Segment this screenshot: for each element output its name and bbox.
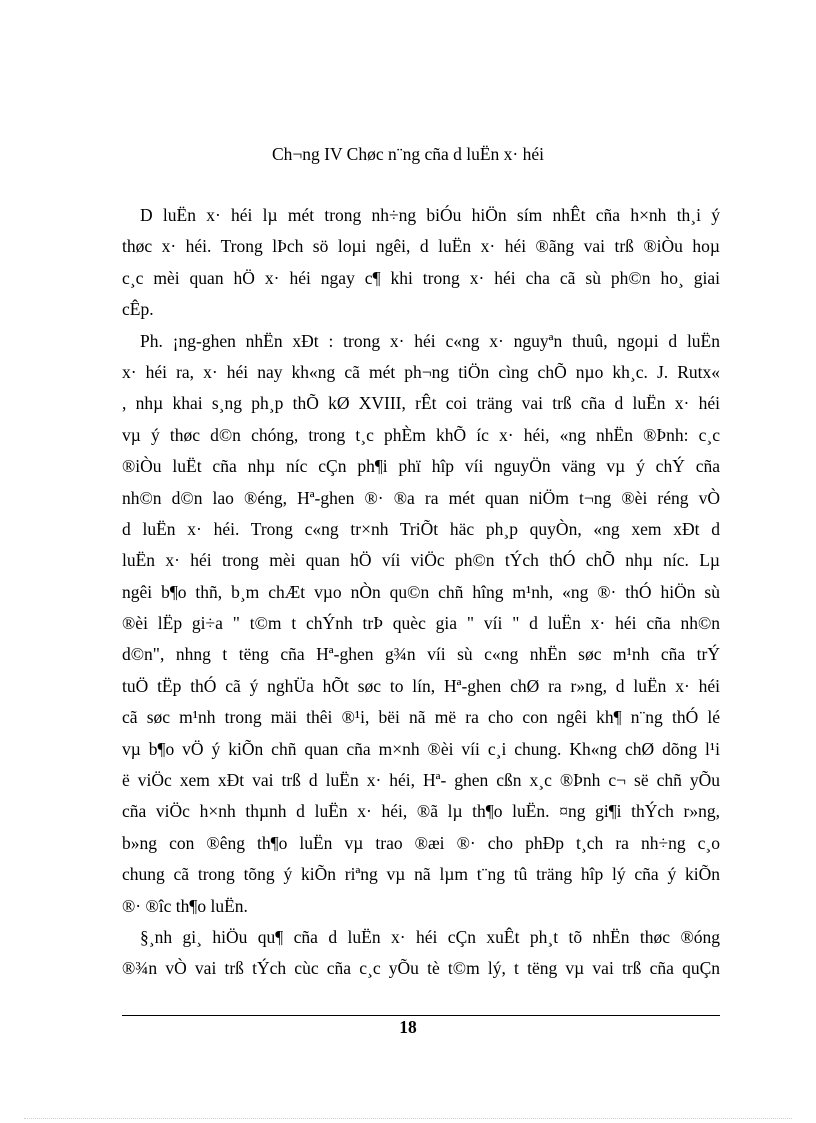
paragraph-line: ®¾n vÒ vai trß tÝch cùc cña c¸c yÕu tè t©m lý, t tëng vµ vai trß cña quÇn <box>122 958 720 979</box>
paragraph-line: ë viÖc xem xÐt vai trß d luËn x· héi, Hª- ghen cßn x¸c ®Þnh c¬ së chñ yÕu <box>122 770 720 791</box>
paragraph-line: tuÖ tËp thÓ cã ý nghÜa hÕt søc to lín, Hª-ghen chØ ra r»ng, d luËn x· héi <box>122 675 720 696</box>
paragraph-line: d©n", nhng t tëng cña Hª-ghen g¾n víi sù c«ng nhËn søc m¹nh cña trÝ <box>122 644 720 665</box>
paragraph-line: cÊp. <box>122 299 154 320</box>
paragraph-line: vµ ý thøc d©n chóng, trong t¸c phÈm khÕ íc x· héi, «ng nhËn ®Þnh: c¸c <box>122 424 720 445</box>
page-number: 18 <box>399 1017 417 1037</box>
paragraph-line: Ph. ¡ng-ghen nhËn xÐt : trong x· héi c«ng x· nguyªn thuû, ngoµi d luËn <box>140 330 720 351</box>
paragraph-line: ®èi lËp gi÷a " t©m t chÝnh trÞ quèc gia " víi " d luËn x· héi cña nh©n <box>122 613 720 634</box>
page-edge-divider <box>24 1118 792 1119</box>
paragraph-line: , nhµ khai s¸ng ph¸p thÕ kØ XVIII, rÊt coi träng vai trß cña d luËn x· héi <box>122 393 720 414</box>
paragraph-line: c¸c mèi quan hÖ x· héi ngay c¶ khi trong x· héi cha cã sù ph©n ho¸ giai <box>122 267 720 288</box>
paragraph-line: ®iÒu luËt cña nhµ níc cÇn ph¶i phï hîp víi nguyÖn väng vµ ý chÝ cña <box>122 456 720 477</box>
paragraph-line: vµ b¶o vÖ ý kiÕn chñ quan cña m×nh ®èi víi c¸i chung. Kh«ng chØ dõng l¹i <box>122 738 720 759</box>
chapter-title: Ch¬ng IV Chøc n¨ng cña d luËn x· héi <box>271 144 544 164</box>
paragraph-line: ngêi b¶o thñ, b¸m chÆt vµo nÒn qu©n chñ hîng m¹nh, «ng ®· thÓ hiÖn sù <box>122 581 720 602</box>
paragraph-line: ®· ®îc th¶o luËn. <box>122 895 248 916</box>
paragraph-line: b»ng con ®êng th¶o luËn vµ trao ®æi ®· cho phÐp t¸ch ra nh÷ng c¸o <box>122 832 720 853</box>
paragraph-line: cña viÖc h×nh thµnh d luËn x· héi, ®ã lµ th¶o luËn. ¤ng gi¶i thÝch r»ng, <box>122 801 720 822</box>
paragraph-line: D luËn x· héi lµ mét trong nh÷ng biÓu hiÖn sím nhÊt cña h×nh th¸i ý <box>140 205 720 225</box>
paragraph-line: chung cã trong tõng ý kiÕn riªng vµ nã lµm t¨ng tû träng hîp lý cña ý kiÕn <box>122 864 720 885</box>
body-text <box>122 200 720 985</box>
paragraph-line: §¸nh gi¸ hiÖu qu¶ cña d luËn x· héi cÇn xuÊt ph¸t tõ nhËn thøc ®óng <box>140 926 720 947</box>
paragraph-line: d luËn x· héi. Trong c«ng tr×nh TriÕt häc ph¸p quyÒn, «ng xem xÐt d <box>122 518 720 539</box>
paragraph-line: nh©n d©n lao ®éng, Hª-ghen ®· ®a ra mét quan niÖm t¬ng ®èi réng vÒ <box>122 487 720 508</box>
paragraph-line: x· héi ra, x· héi nay kh«ng cã mét ph¬ng tiÖn cìng chÕ nµo kh¸c. J. Rutx« <box>122 361 720 382</box>
paragraph-line: cã søc m¹nh trong mäi thêi ®¹i, bëi nã më ra cho con ngêi kh¶ n¨ng thÓ lé <box>122 707 720 728</box>
paragraph-line: luËn x· héi trong mèi quan hÖ víi viÖc ph©n tÝch thÓ chÕ nhµ níc. Lµ <box>122 550 720 571</box>
paragraph-line: thøc x· héi. Trong lÞch sö loµi ngêi, d luËn x· héi ®ãng vai trß ®iÒu hoµ <box>122 236 720 257</box>
